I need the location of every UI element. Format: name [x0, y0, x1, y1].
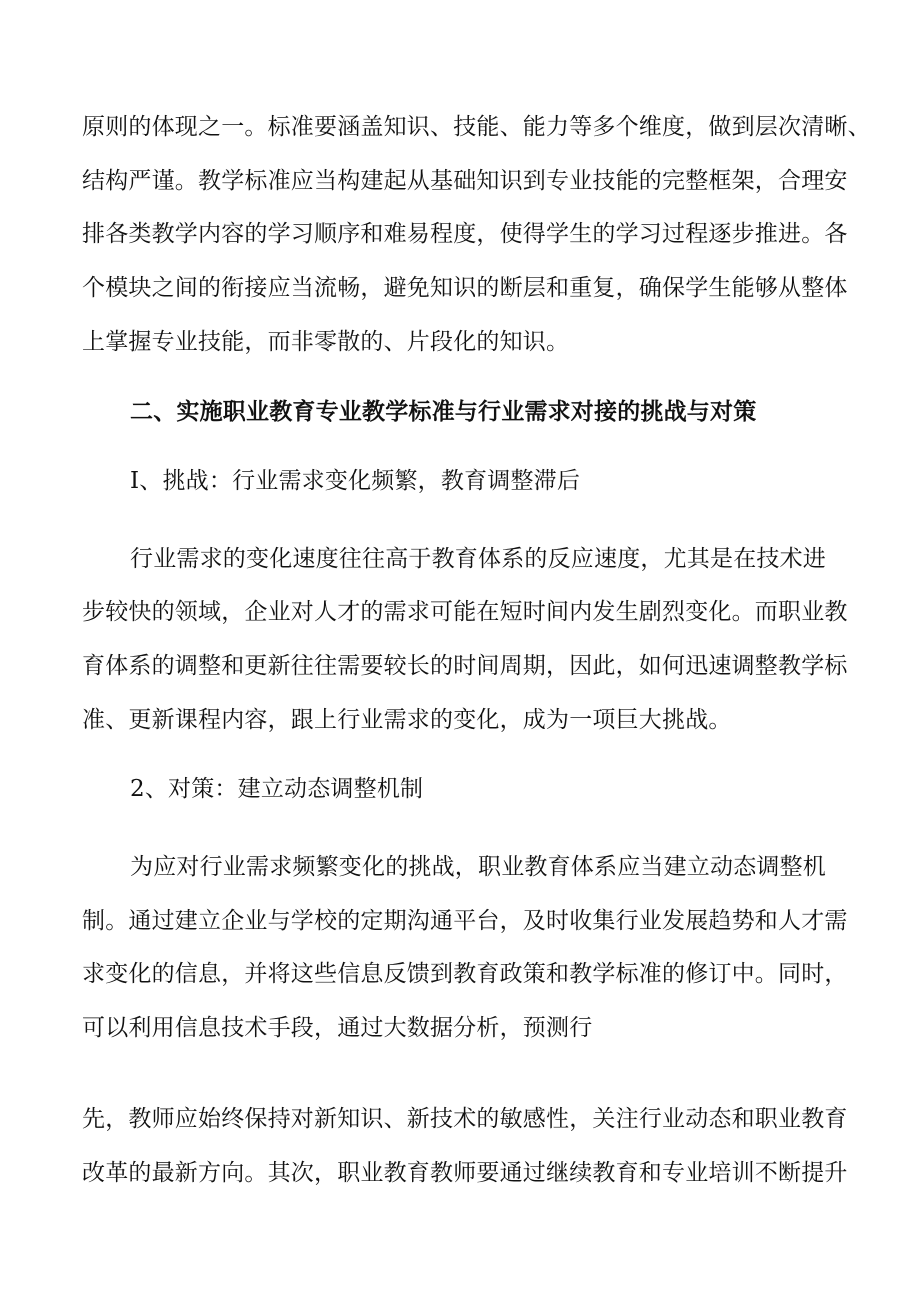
paragraph-line: 改革的最新方向。其次，职业教育教师要通过继续教育和专业培训不断提升 — [82, 1160, 848, 1186]
paragraph-line: 步较快的领域，企业对人才的需求可能在短时间内发生剧烈变化。而职业教 — [82, 599, 848, 625]
paragraph-line: 上掌握专业技能，而非零散的、片段化的知识。 — [82, 329, 570, 355]
section-heading: 二、实施职业教育专业教学标准与行业需求对接的挑战与对策 — [130, 398, 757, 425]
paragraph-line: 结构严谨。教学标准应当构建起从基础知识到专业技能的完整框架，合理安 — [82, 168, 848, 194]
paragraph-line: 为应对行业需求频繁变化的挑战，职业教育体系应当建立动态调整机 — [130, 854, 826, 880]
paragraph-line: 育体系的调整和更新往往需要较长的时间周期，因此，如何迅速调整教学标 — [82, 653, 848, 679]
subheading-challenge: I、挑战：行业需求变化频繁，教育调整滞后 — [130, 468, 581, 494]
paragraph-line: 原则的体现之一。标准要涵盖知识、技能、能力等多个维度，做到层次清晰、 — [82, 114, 871, 140]
paragraph-line: 可以利用信息技术手段，通过大数据分析，预测行 — [82, 1015, 593, 1041]
paragraph-line: 个模块之间的衔接应当流畅，避免知识的断层和重复，确保学生能够从整体 — [82, 275, 848, 301]
paragraph-line: 制。通过建立企业与学校的定期沟通平台，及时收集行业发展趋势和人才需 — [82, 908, 848, 934]
paragraph-line: 求变化的信息，并将这些信息反馈到教育政策和教学标准的修订中。同时， — [82, 961, 848, 987]
paragraph-line: 准、更新课程内容，跟上行业需求的变化，成为一项巨大挑战。 — [82, 707, 732, 733]
subheading-countermeasure: 2、对策：建立动态调整机制 — [130, 776, 424, 802]
paragraph-line: 行业需求的变化速度往往高于教育体系的反应速度，尤其是在技术进 — [130, 546, 826, 572]
paragraph-line: 排各类教学内容的学习顺序和难易程度，使得学生的学习过程逐步推进。各 — [82, 221, 848, 247]
paragraph-line: 先，教师应始终保持对新知识、新技术的敏感性，关注行业动态和职业教育 — [82, 1106, 848, 1132]
